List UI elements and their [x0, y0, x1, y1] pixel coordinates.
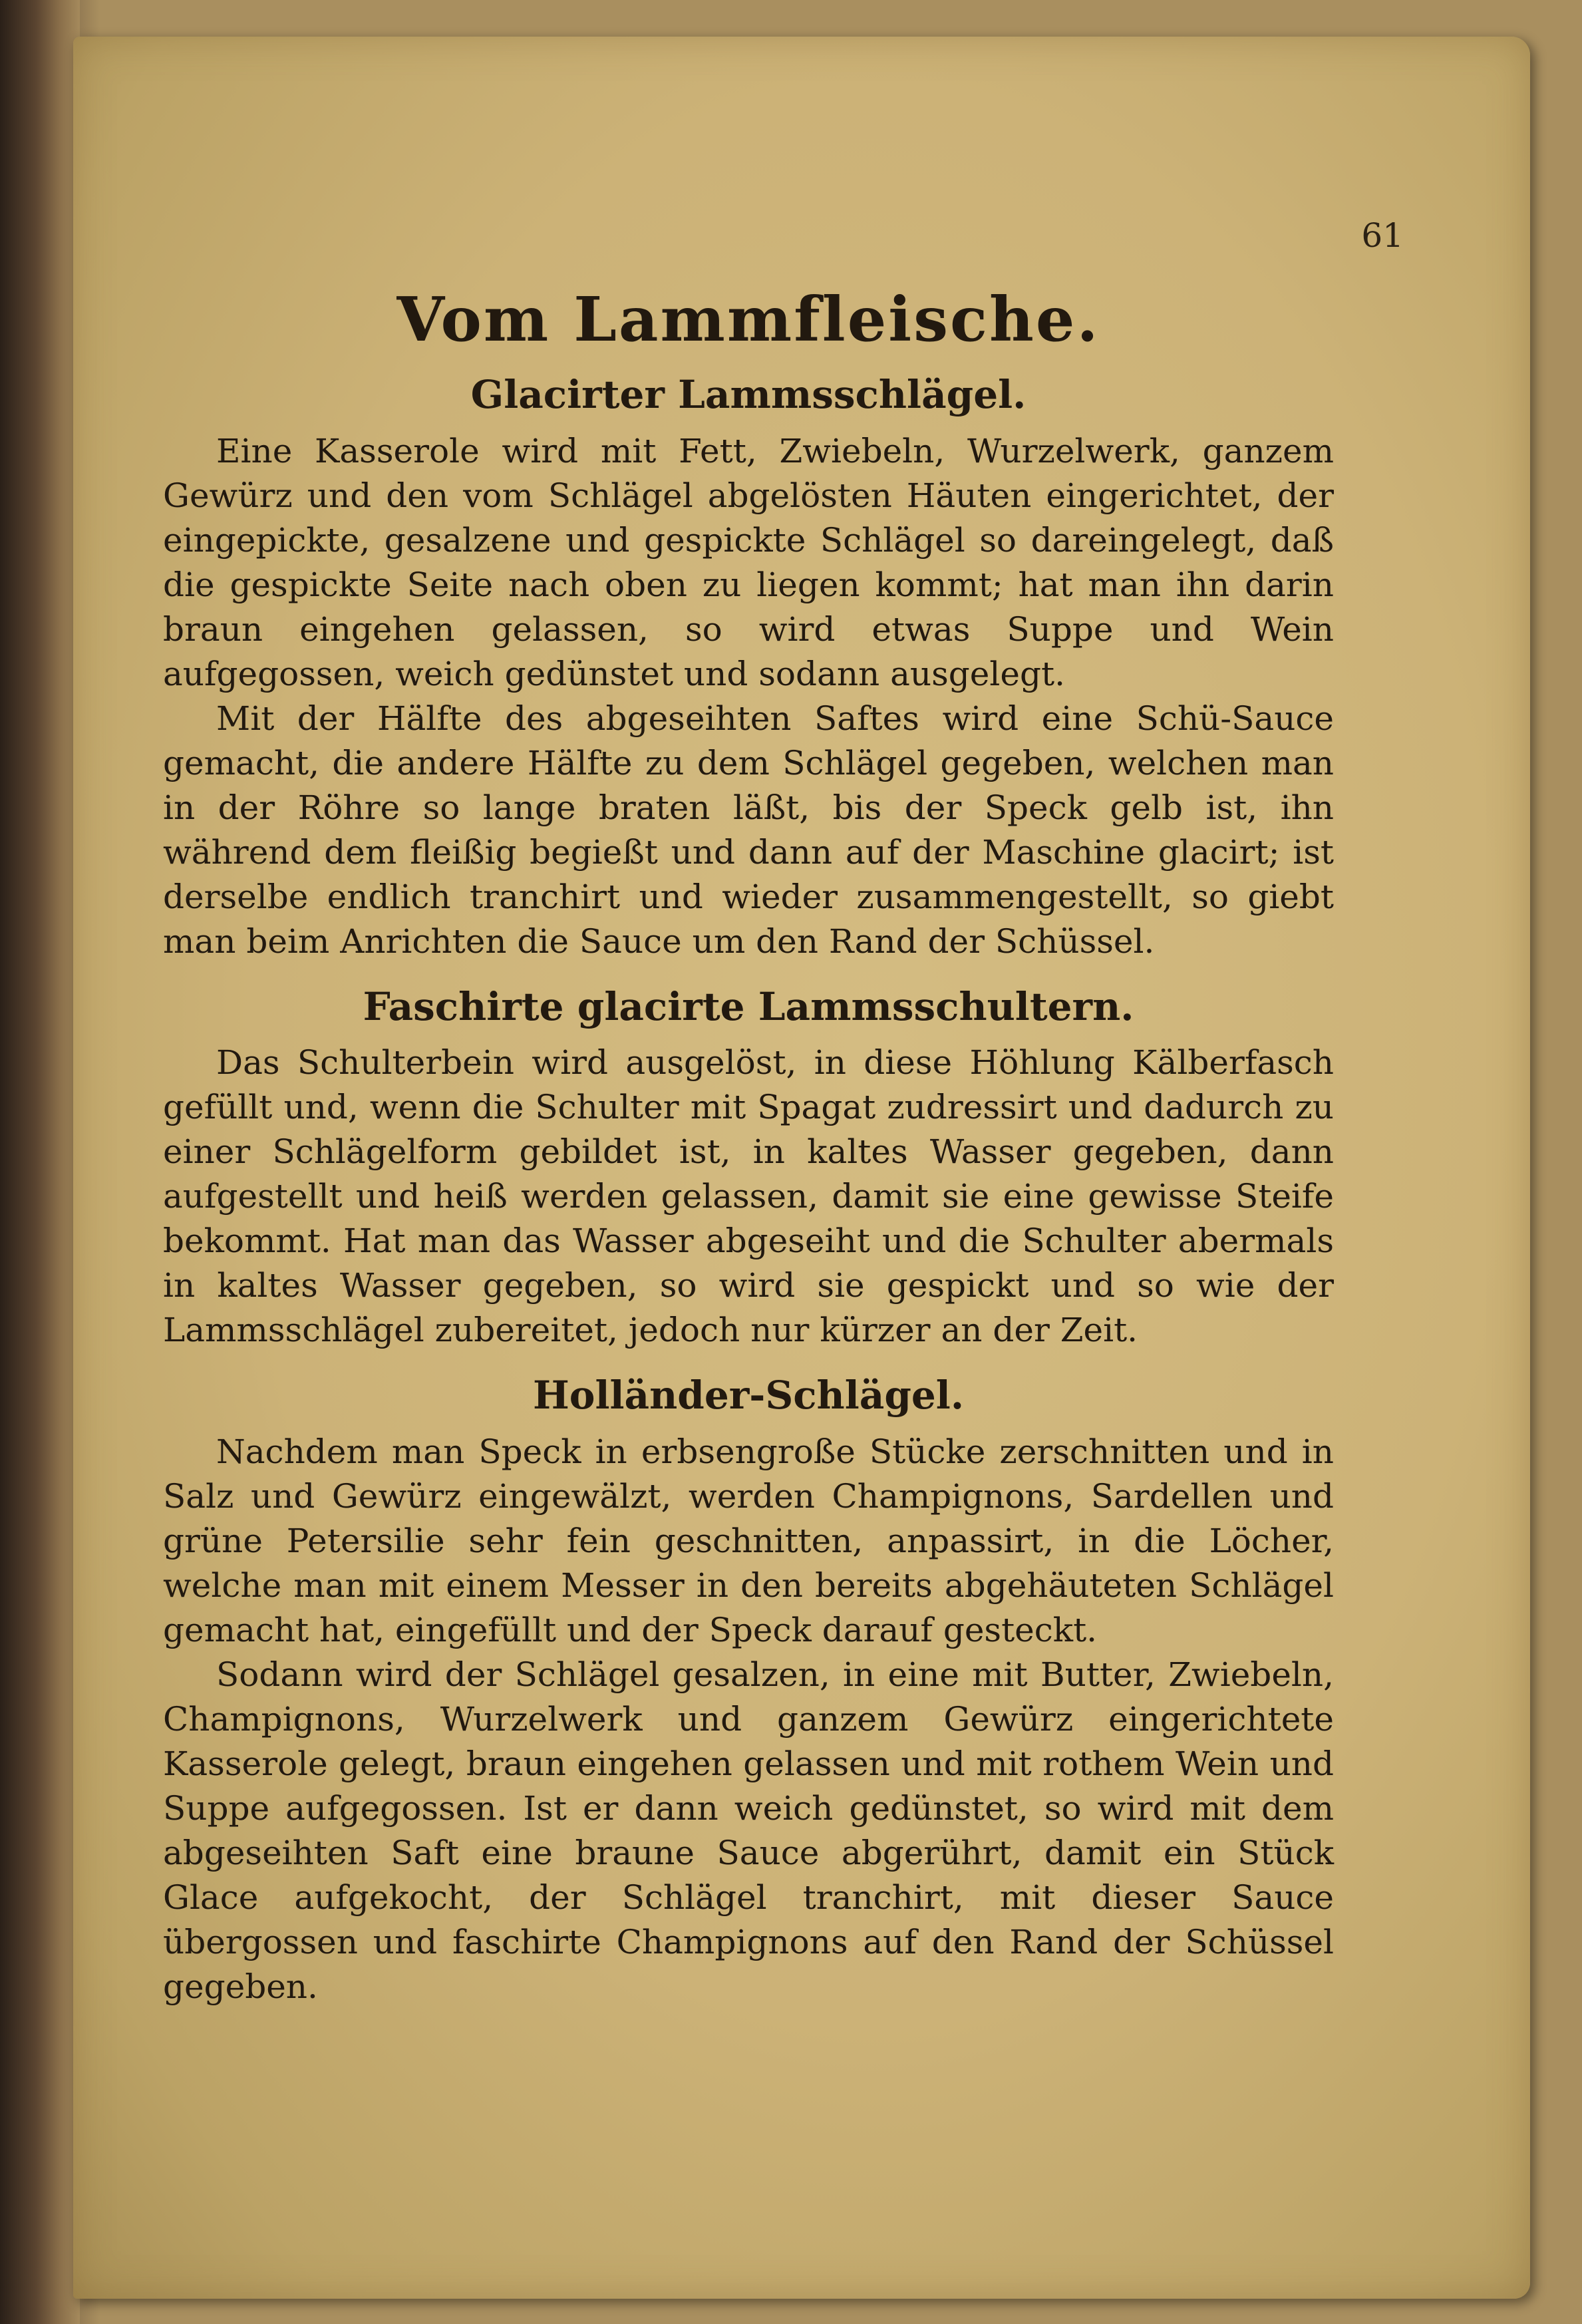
recipe-section-hollaender-schlaegel	[163, 1373, 1334, 2009]
recipe-section-glacirter-lammsschlaegel	[163, 372, 1334, 964]
recipe-heading: Holländer-Schlägel.	[532, 1373, 965, 1418]
recipe-paragraph: Nachdem man Speck in erbsengroße Stücke zerschnitten und in Salz und Gewürz eingewälzt, werden Champignons, Sardellen und grüne Petersilie sehr fein geschnitten, anpassirt, in die Löcher, welche man mit einem Messer in den bereits abgehäuteten Schlägel gemacht hat, eingefüllt und der Speck darauf gesteckt.	[163, 1432, 1334, 1649]
recipe-heading: Glacirter Lammsschlägel.	[470, 372, 1027, 418]
recipe-paragraph: Sodann wird der Schlägel gesalzen, in eine mit Butter, Zwiebeln, Champignons, Wurzelwerk und ganzem Gewürz eingerichtete Kasserole gelegt, braun eingehen gelassen und mit rothem Wein und Suppe aufgegossen. Ist er dann weich gedünstet, so wird mit dem abgeseihten Saft eine braune Sauce abgerührt, damit ein Stück Glace aufgekocht, der Schlägel tranchirt, mit dieser Sauce übergossen und faschirte Champignons auf den Rand der Schüssel gegeben.	[163, 1655, 1334, 2006]
page-content	[163, 283, 1334, 2029]
page-number: 61	[1361, 216, 1404, 255]
recipe-paragraph: Eine Kasserole wird mit Fett, Zwiebeln, Wurzelwerk, ganzem Gewürz und den vom Schlägel abgelösten Häuten eingerichtet, der eingepickte, gesalzene und gespickte Schlägel so dareingelegt, daß die gespickte Seite nach oben zu liegen kommt; hat man ihn darin braun eingehen gelassen, so wird etwas Suppe und Wein aufgegossen, weich gedünstet und sodann ausgelegt.	[163, 431, 1334, 693]
chapter-title: Vom Lammfleische.	[396, 283, 1100, 355]
recipe-paragraph: Das Schulterbein wird ausgelöst, in diese Höhlung Kälberfasch gefüllt und, wenn die Schulter mit Spagat zudressirt und dadurch zu einer Schlägelform gebildet ist, in kaltes Wasser gegeben, dann aufgestellt und heiß werden gelassen, damit sie eine gewisse Steife bekommt. Hat man das Wasser abgeseiht und die Schulter abermals in kaltes Wasser gegeben, so wird sie gespickt und so wie der Lammsschlägel zubereitet, jedoch nur kürzer an der Zeit.	[163, 1043, 1334, 1350]
recipe-paragraph: Mit der Hälfte des abgeseihten Saftes wird eine Schü-Sauce gemacht, die andere Hälfte zu dem Schlägel gegeben, welchen man in der Röhre so lange braten läßt, bis der Speck gelb ist, ihn während dem fleißig begießt und dann auf der Maschine glacirt; ist derselbe endlich tranchirt und wieder zusammengestellt, so giebt man beim Anrichten die Sauce um den Rand der Schüssel.	[163, 699, 1334, 961]
book-spine	[0, 0, 80, 2324]
recipe-heading: Faschirte glacirte Lammsschultern.	[363, 983, 1134, 1029]
recipe-section-faschirte-lammsschultern	[163, 984, 1334, 1353]
